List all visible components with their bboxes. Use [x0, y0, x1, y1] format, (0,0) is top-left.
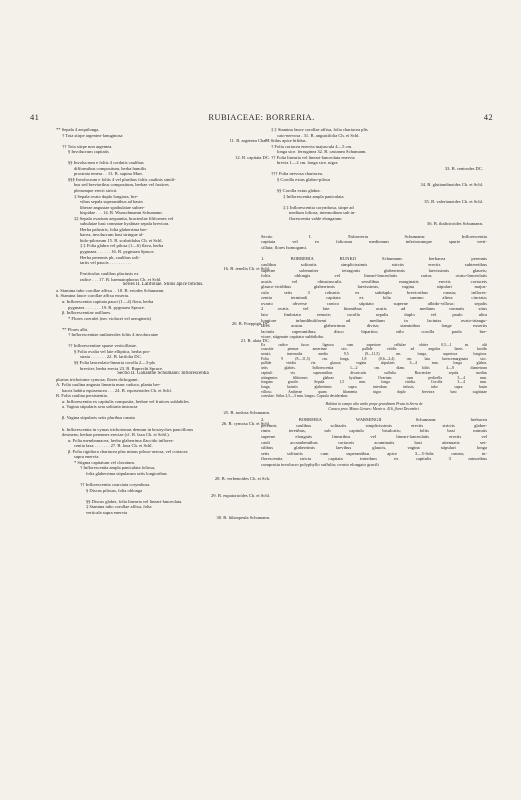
text-line: pygmaea . . . . . . 16. B. pygmaea Spruce.: [80, 249, 155, 255]
text-line: Habitat in campo alto arido prope grandinem Prata in Serra de: [325, 401, 423, 406]
text-line: † Tota stirpe argenteo-lanuginosa: [62, 132, 123, 138]
text-line: florescentia stricta capitata interdum ex capitulis 3 minoribus: [261, 456, 487, 462]
text-line: setis solitariis cum superantibus apice 3—5-fidis ornata; in-: [261, 450, 487, 456]
text-line: 21. B. alata DC.: [240, 337, 270, 343]
text-line: ‡ ‡ Inflorescentia corymbosa, stirpe ad: [283, 204, 354, 210]
text-line: ** Stilus apice bifidus.: [265, 138, 307, 144]
text-line: 20. B. Poeppigii DC.: [231, 321, 270, 327]
text-line: ‡ ‡ Folia glabra vel pilosa (1—6) flava, herba: [80, 243, 164, 249]
text-line: 2. BORRERIA WARMINGII Schumann: herbacea: [261, 417, 487, 423]
text-line: superne elongatis linearibus vel lineari-lanceolatis erectis vel: [261, 433, 487, 439]
text-line: breviter, herba erecta 23. B. Ruprecht Spruce.: [80, 365, 164, 371]
text-line: longa sice. ferruginea 32. B. castanea Schumann.: [277, 149, 367, 155]
text-line: pallide viridia vix glauca; vagina stipularis 3—4 mm. longa glabra,: [261, 361, 487, 366]
running-title: RUBIACEAE: BORRERIA.: [208, 112, 315, 122]
text-line: † Inflorescentiae unilaterales foliis 4 involucratae: [68, 332, 159, 338]
text-line: Sectio I. Euborreria Schumann: Inflorescentia: [261, 233, 487, 239]
text-line: folia glaberrima stipularum setis longioribus: [86, 470, 167, 476]
text-line: Herba palustris, folia glaberrima ber-: [80, 226, 148, 232]
text-line: supra enervia.: [74, 454, 100, 460]
text-line: ‡ Inflorescentia ampla paniculata: [283, 193, 344, 199]
text-line: 29. B. eupatorioides Ch. et Schl.: [211, 493, 270, 499]
text-line: brevia 1—2 cm. longa sice. nigra: [277, 160, 338, 166]
text-line: a. Vagina stipularis seta solitaria instructa: [62, 404, 138, 410]
text-line: coerulae. Stilus 2,5—3 mm. longus. Capsula desiderabur.: [261, 394, 349, 399]
text-line: bus sed brevioribus compositum, herbae vel frutices: [74, 182, 169, 188]
species-key-continued: [261, 127, 487, 227]
text-line: α. Folia membranacea, herba glaberrima flaccido inflores-: [68, 437, 174, 443]
text-line: ** Sepala 4 aequilonga.: [56, 127, 100, 132]
text-line: †† Inflorescentiae sparse verticillatae.: [68, 343, 137, 349]
text-line: 12. B. capitata DC.: [235, 154, 270, 160]
text-line: composita involucro polyphyllo suffulta; ovario elongato gracili: [261, 461, 379, 467]
text-line: foliis oblongis vel lineari-lanceolatis rarius ovato-lanceolatis: [261, 273, 487, 279]
text-line: § Discus pilosus, folia oblonga: [86, 487, 143, 493]
right-page-number: 42: [483, 112, 493, 122]
text-line: verticala supra enervia: [86, 509, 128, 515]
text-line: capituli vix superantibus divaricatis suffulta. Bracteolae sepala medias: [261, 370, 487, 375]
text-line: cato-nervosa . 31. B. angustifolia Ch. et Schl.: [277, 132, 360, 138]
text-line: §§ Discus glaber, folia linearia vel lineari-lanceolata.: [86, 498, 183, 504]
text-line: cula setis 3 robustis ex subduplo brevioribus ornata; inflores-: [261, 289, 487, 295]
text-line: vibus sepala superantibus ad basin: [80, 199, 143, 205]
text-line: §§ Folia lanceolato-linearia corolla 2—3-plo: [74, 359, 156, 365]
text-line: § Involucrum capitatis: [68, 149, 109, 155]
text-line: centia laxa . . . . . . . 27. B. laxa Ch. et Schl.: [74, 443, 153, 449]
text-line: subulatae basi connatae hyalinae sepala breviora.: [80, 221, 170, 227]
text-line: lares acutas glaberrimas divisa; staminibus longe exsertis: [261, 323, 487, 329]
text-line: lato fimbriato remote; corolla sepalis duplo vel paulo ultra: [261, 311, 487, 317]
text-line: 35. B. valerianoides Ch. et Schl.: [424, 199, 483, 205]
text-line: †† Folia linearia vel lineari-lanceolata enervia: [271, 154, 355, 160]
text-line: cillata; flores homogami.: [261, 244, 308, 250]
text-line: †† Inflorescentia coarctata corymbosa.: [80, 482, 151, 487]
text-line: 28. B. verbenoides Ch. et Sch.: [214, 476, 270, 482]
text-line: α. Inflorescentia capitata pauci (1—4) flora, herba: [62, 298, 154, 304]
text-line: plurius trichotome cymosa; flores dichogami.: [56, 376, 139, 382]
page-header: [30, 112, 493, 124]
text-line: difformibus compositum, herba humilis: [74, 165, 147, 171]
text-line: laciniis superantibus; disco bipartito; stilo corolla paulo bre-: [261, 328, 487, 334]
text-line: 16. B. tenella Ch. et Schl.: [223, 265, 270, 271]
text-line: ††† Folia nervosa chartacea.: [271, 171, 324, 177]
text-line: 33. B. centrodes DC.: [444, 165, 483, 171]
text-line: b. Inflorescentia in cymas trichotomas demum in bostryches pauciflorus: [62, 426, 194, 432]
text-line: 34. B. gluttandinoides Ch. et Schl.: [420, 182, 483, 188]
section-one-heading: [261, 234, 487, 251]
text-line: florescentia valde elongatum: [289, 215, 342, 221]
text-line: plerumque erecti stricti.: [74, 188, 118, 194]
text-line: radice . . . 17. B. haematophorus Ch. et Schl.: [80, 276, 162, 282]
text-line: silibus glaberrimis laevibus glaucis, vagina stipulari longa: [261, 445, 487, 451]
text-line: bacea habitu equisetacea . . . 24. B. equisetoides Ch. et Schl.: [62, 387, 172, 393]
text-line: perennis caulibus solitariis simplicissimis erectis strictis glaber-: [261, 422, 487, 428]
species-one-description: [261, 256, 487, 339]
text-line: b. Stamina fauce corollae affixa exserta.: [56, 293, 130, 299]
text-line: Series II. Latifoliae. Stilus apice bifidus.: [122, 282, 204, 288]
text-line: B. Folia caulina persistentia.: [56, 393, 108, 399]
text-line: §§§ Involucrum e foliis 4 vel pluribus foliis caulinis simili-: [68, 176, 176, 182]
text-line: †† Tota stirpe non argentea.: [62, 143, 113, 149]
text-line: Caraca prov. Minas Geraes: Menie n. 416, floret Decembri.: [328, 406, 420, 411]
right-column: [261, 127, 487, 467]
text-line: ‡ ‡ Stamina fauce corollae affixa, folia chartacea plis: [271, 127, 368, 132]
text-line: §§ Corolla extus glabra.: [277, 188, 321, 194]
text-line: Ex radice fusco lignosa cum superiore cellulae obiter 0,5—1 m. alti: [261, 342, 487, 347]
left-page-number: 41: [30, 112, 40, 122]
text-line: longum gracile. Sepala 1,5 mm. longa viridia. Corolla 3—4 mm.: [261, 380, 487, 385]
species-two-description: [261, 417, 487, 467]
text-line: 26. B. cymosa Ch. et Schl.: [221, 420, 270, 426]
text-line: β. Inflorescentiae axillares.: [62, 310, 112, 316]
text-line: desinens; herbae perennes erectae (cf. B. laxa Ch. et Schl.).: [62, 432, 170, 438]
text-line: A. Folia caulina angusta linearia nunc caduca, planta her-: [56, 382, 161, 388]
text-line: glauco-viridibus glaberrimis laevissimis, vagina stipulari majus-: [261, 284, 487, 290]
text-line: attingentes filiformes glabrae hyalinae. Ovarium cum pedicello 3—4 mm.: [261, 375, 487, 380]
text-line: β. Folia rigidiora chartacea plus minus piloso-aerosa, vel coriacea: [68, 448, 188, 454]
text-line: crassitie pennae anserinae sicc. pallide viridis ad angulos lineis lucidis: [261, 347, 487, 352]
text-line: caulibus solitariis simplicissimis strictis erectis subteretibus: [261, 262, 487, 268]
text-line: hispidae . . . 14. B. Wunschmanni Schumann.: [80, 210, 163, 216]
species-one-details: [261, 343, 487, 399]
text-line: bido-piloseum 15. B. scabridulus Ch. et Schl.: [80, 237, 163, 243]
text-line: ovario obverse conico stipitato superne albido-villoso; sepalis: [261, 300, 487, 306]
text-line: 30. B. lithospeula Schumann.: [216, 515, 270, 521]
text-line: villoso. Antherae quam filamenta nigra duplo breviora basi sagittatae: [261, 389, 487, 394]
text-line: * Flores coerulei (nec violacei vel aerugineis): [68, 315, 152, 321]
text-line: a. Stamina tubo corollae affixa . . 18. B. eriodes Schumann.: [56, 287, 165, 293]
text-line: notati; internodia media 9,5 (9—11,5) cm. longa, superiora longiora.: [261, 352, 487, 357]
text-line: §§ Involucrum e foliis 4 cordatis caulibus: [68, 160, 144, 166]
text-line: cauli accumbentibus coriaceis acuminatis basi attenuatis ses-: [261, 439, 487, 445]
text-line: ‡ Sepala ovato duplo longiora, bre-: [74, 193, 139, 199]
species-one-habitat: [261, 402, 487, 411]
text-line: setis glabris. Inflorescentia 1—2 cm. diam. foliis 4—8 diametrum: [261, 366, 487, 371]
text-line: longa, laciniis glaberrimis supra interdum infusis, tubo supra basin: [261, 384, 487, 389]
text-line: strata . . . . . . . 22. B. latifolia DC.: [80, 354, 142, 360]
text-line: Frutiiculus caulibus placiusis ex: [80, 271, 139, 277]
text-line: acutis vel obtusiusculis sessilibus marginatis erectis coriaceis: [261, 278, 487, 284]
text-line: Sectio II. Galianthe Schumann: Inflorescentia: [117, 371, 209, 377]
text-line: prostrata tenera . . 13. B. supina Mart.: [74, 171, 143, 177]
text-line: § Corolla extus glabro-pilosa: [277, 176, 330, 182]
text-line: † Folia coriacea enervia majuscula 4—5 cm.: [271, 143, 353, 149]
text-line: bacea, involucrum basi stringue al-: [80, 232, 144, 238]
text-line: 1. BORRERIA RUNKII Schumann: herbacea perennis: [261, 256, 487, 262]
text-line: Herba perennis pb, caulibus soli-: [80, 254, 140, 260]
text-line: centia terminali capitata ex folio summo altera cinctata;: [261, 295, 487, 301]
text-line: 25. B. nodosa Schumann.: [223, 409, 270, 415]
text-line: 36. B. thalictroides Schumann.: [426, 221, 483, 227]
text-line: † Inflorescentia ampla paniculata foliosa,: [80, 465, 156, 471]
text-line: 2 ovatis vel late lineatibus acutis ad medium connatis situs: [261, 306, 487, 312]
text-line: ‡ Stamina tubo corollae affixa, folia: [86, 504, 152, 510]
text-line: pygmaea . . . . . . . 19. B. pygmaea Spruce.: [68, 304, 145, 310]
text-line: ‡‡ Sepala ovarium aequantia, bracteolae filiformes vel: [74, 215, 174, 221]
text-line: β. Vagina stipularis setis pluribus ornata: [62, 415, 135, 421]
text-line: § Folia ovalia vel late elliptica, herba pro-: [74, 348, 151, 354]
text-line: Folia 9 (8—11,5) cm. longa, 1,8 (0,6—2,4) cm. lata lutescemarginata sicc.: [261, 356, 487, 361]
text-line: capitata vel ex foliorum medionum inferiorumque spurie verti-: [261, 239, 487, 245]
text-line: α. Inflorescentia ex capitulis composita, herbae vel frutices sublabiles.: [62, 398, 190, 404]
text-line: viore, stigmate capitato subbilobo.: [261, 334, 325, 340]
text-line: superne solemniter tetragonis glaberrimis laevissimis glaueis;: [261, 267, 487, 273]
text-line: medium foliosa, internodium sub in-: [289, 210, 356, 216]
text-line: longiore infundibuliformi ad medium in lacinias ovato-triangu-: [261, 317, 487, 323]
text-line: * Stigma capitatum vel clavatum.: [74, 459, 135, 465]
text-line: rimis teretibus, sub capitulo bisulcatis; foliis basi minutis: [261, 428, 487, 434]
left-column-key: [52, 127, 274, 521]
text-line: 11. B. argentea Cham.: [229, 138, 270, 144]
text-line: ** Flores albi.: [62, 326, 89, 332]
text-line: liberae angustae spathulatae subter-: [80, 204, 145, 210]
text-line: tariis vel paucis . . . . . . . . . .: [80, 260, 132, 266]
